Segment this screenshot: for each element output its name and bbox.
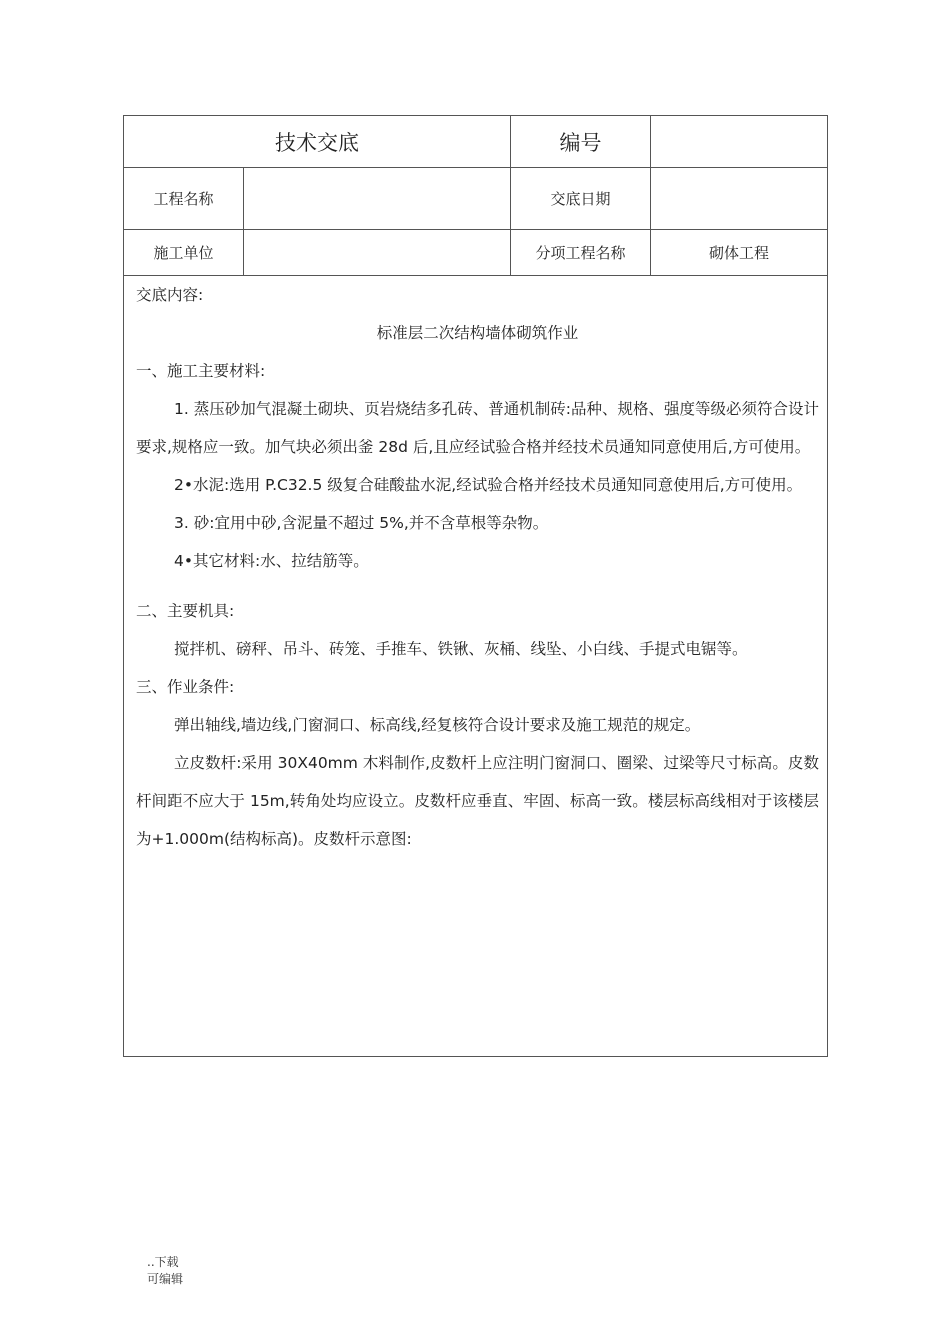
date-value[interactable]	[651, 168, 827, 229]
project-name-label: 工程名称	[153, 190, 214, 208]
section-tools-title: 二、主要机具:	[136, 602, 235, 620]
footer-download: ..下载	[147, 1255, 179, 1269]
sub-project-label: 分项工程名称	[535, 244, 626, 262]
spacer	[136, 580, 819, 592]
date-label: 交底日期	[550, 190, 611, 208]
content-subject: 标准层二次结构墙体砌筑作业	[376, 324, 579, 342]
material-item: 2•水泥:选用 P.C32.5 级复合硅酸盐水泥,经试验合格并经技术员通知同意使用后,方可使用。	[174, 476, 803, 494]
section-conditions-title: 三、作业条件:	[136, 678, 235, 696]
number-value[interactable]	[651, 116, 827, 167]
footer-editable: 可编辑	[147, 1272, 184, 1286]
project-name-value[interactable]	[244, 168, 510, 229]
content-label: 交底内容:	[136, 286, 204, 304]
condition-item: 弹出轴线,墙边线,门窗洞口、标高线,经复核符合设计要求及施工规范的规定。	[174, 716, 701, 734]
tools-list: 搅拌机、磅秤、吊斗、砖笼、手推车、铁锹、灰桶、线坠、小白线、手提式电锯等。	[174, 640, 748, 658]
material-item: 4•其它材料:水、拉结筋等。	[174, 552, 369, 570]
condition-item: 立皮数杆:采用 30X40mm 木料制作,皮数杆上应注明门窗洞口、圈梁、过梁等尺寸标高。皮数杆间距不应大于 15m,转角处均应设立。皮数杆应垂直、牢固、标高一致。楼层标高线相对于该楼层为+1.000m(结构标高)。皮数杆示意图:	[136, 754, 819, 848]
disclosure-table	[123, 115, 828, 1057]
page-footer	[147, 1254, 183, 1288]
table-title: 技术交底	[275, 130, 359, 155]
material-item: 1. 蒸压砂加气混凝土砌块、页岩烧结多孔砖、普通机制砖:品种、规格、强度等级必须符合设计要求,规格应一致。加气块必须出釜 28d 后,且应经试验合格并经技术员通知同意使用后,方可使用。	[136, 400, 819, 456]
disclosure-content	[136, 276, 819, 858]
material-item: 3. 砂:宜用中砂,含泥量不超过 5%,并不含草根等杂物。	[174, 514, 549, 532]
unit-value[interactable]	[244, 230, 510, 275]
unit-label: 施工单位	[153, 244, 214, 262]
section-materials-title: 一、施工主要材料:	[136, 362, 266, 380]
sub-project-value: 砌体工程	[708, 244, 769, 262]
number-label: 编号	[559, 130, 602, 155]
